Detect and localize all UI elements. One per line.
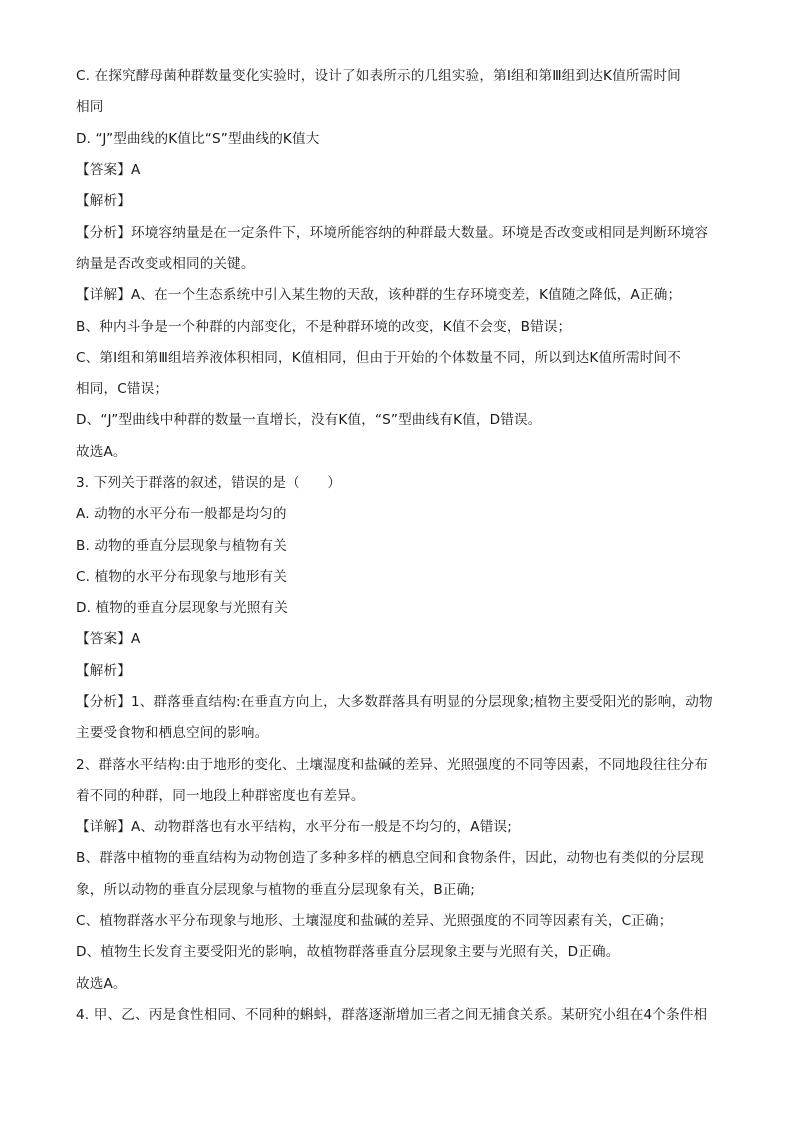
answer-label: 【答案】A [76,162,141,178]
question-3-detail-b-line-2: 象，所以动物的垂直分层现象与植物的垂直分层现象有关，B正确; [76,882,476,898]
detail-d: D、“J”型曲线中种群的数量一直增长，没有K值，“S”型曲线有K值，D错误。 [76,412,542,428]
question-3-analysis-1-line-1: 【分析】1、群落垂直结构:在垂直方向上，大多数群落具有明显的分层现象;植物主要受阳光的影响，动物 [76,694,713,710]
question-3-analysis-2-line-2: 着不同的种群，同一地段上种群密度也有差异。 [76,788,365,804]
detail-b: B、种内斗争是一个种群的内部变化，不是种群环境的改变，K值不会变，B错误； [76,319,572,335]
question-3-analysis-2-line-1: 2、群落水平结构:由于地形的变化、土壤湿度和盐碱的差异、光照强度的不同等因素，不同地段往往分布 [76,757,708,773]
question-3-option-d: D. 植物的垂直分层现象与光照有关 [76,600,288,616]
question-3-detail-a: 【详解】A、动物群落也有水平结构，水平分布一般是不均匀的，A错误; [76,819,512,835]
question-4-stem: 4. 甲、乙、丙是食性相同、不同种的蝌蚪，群落逐渐增加三者之间无捕食关系。某研究小组在4个条件相 [76,1007,708,1023]
question-3-detail-b-line-1: B、群落中植物的垂直结构为动物创造了多种多样的栖息空间和食物条件，因此，动物也有类似的分层现 [76,850,704,866]
question-3-option-b: B. 动物的垂直分层现象与植物有关 [76,538,287,554]
question-3-stem: 3. 下列关于群落的叙述，错误的是（ ） [76,475,342,491]
detail-c-line-2: 相同，C错误； [76,381,169,397]
detail-c-line-1: C、第Ⅰ组和第Ⅲ组培养液体积相同，K值相同，但由于开始的个体数量不同，所以到达K值所需时间不 [76,350,681,366]
analysis-summary-line-2: 纳量是否改变或相同的关键。 [76,256,255,272]
question-3-detail-d: D、植物生长发育主要受阳光的影响，故植物群落垂直分层现象主要与光照有关，D正确。 [76,944,620,960]
option-c-line-2: 相同 [76,99,104,115]
option-d: D. “J”型曲线的K值比“S”型曲线的K值大 [76,131,320,147]
question-3-conclusion: 故选A。 [76,976,127,992]
question-3-option-c: C. 植物的水平分布现象与地形有关 [76,569,287,585]
question-3-analysis-1-line-2: 主要受食物和栖息空间的影响。 [76,725,269,741]
question-3-answer: 【答案】A [76,631,141,647]
option-c-line-1: C. 在探究酵母菌种群数量变化实验时，设计了如表所示的几组实验，第Ⅰ组和第Ⅲ组到达K值所需时间 [76,68,681,84]
question-3-detail-c: C、植物群落水平分布现象与地形、土壤湿度和盐碱的差异、光照强度的不同等因素有关，C正确； [76,913,673,929]
detail-a: 【详解】A、在一个生态系统中引入某生物的天敌，该种群的生存环境变差，K值随之降低，A正确； [76,287,682,303]
question-3-option-a: A. 动物的水平分布一般都是均匀的 [76,506,287,522]
analysis-summary-line-1: 【分析】环境容纳量是在一定条件下，环境所能容纳的种群最大数量。环境是否改变或相同是判断环境容 [76,225,709,241]
conclusion: 故选A。 [76,444,127,460]
question-3-analysis-heading: 【解析】 [76,663,131,679]
analysis-heading: 【解析】 [76,193,131,209]
